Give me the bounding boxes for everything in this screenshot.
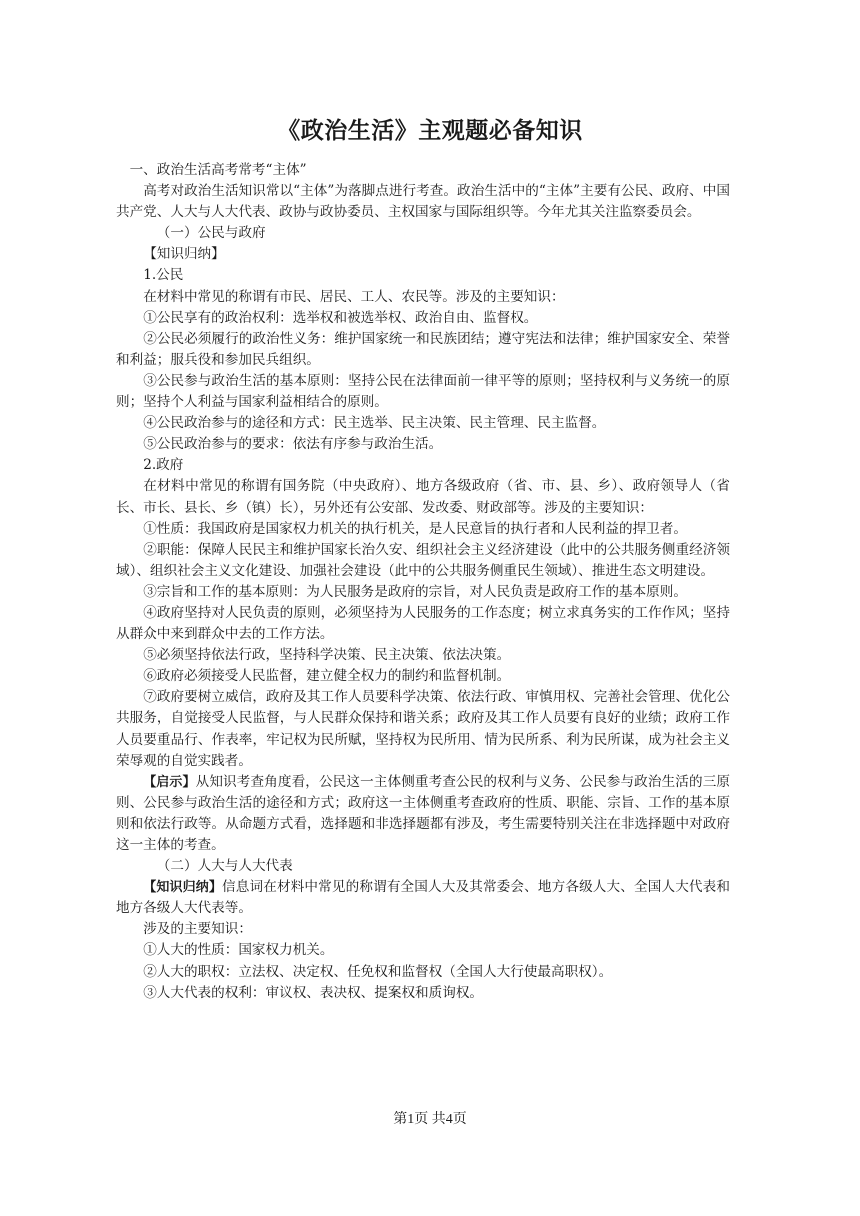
list-item: ②职能：保障人民民主和维护国家长治久安、组织社会主义经济建设（此中的公共服务侧重经济领域）、组织社会主义文化建设、加强社会建设（此中的公共服务侧重民生领域）、推进生态文明建设。: [116, 541, 730, 579]
item-heading: 1.公民: [143, 267, 184, 284]
list-item: ④政府坚持对人民负责的原则，必须坚持为人民服务的工作态度；树立求真务实的工作作风；坚持从群众中来到群众中去的工作方法。: [116, 604, 730, 643]
list-item: ⑥政府必须接受人民监督，建立健全权力的制约和监督机制。: [143, 668, 511, 685]
insight-paragraph: [116, 772, 730, 856]
subsection-heading: （一）公民与政府: [156, 225, 266, 242]
item-heading: 2.政府: [143, 457, 184, 474]
list-item: ⑤公民政治参与的要求：依法有序参与政治生活。: [143, 436, 443, 453]
list-item: ③宗旨和工作的基本原则：为人民服务是政府的宗旨，对人民负责是政府工作的基本原则。: [143, 583, 687, 600]
list-item: ③公民参与政治生活的基本原则：坚持公民在法律面前一律平等的原则；坚持权利与义务统一的原则；坚持个人利益与国家利益相结合的原则。: [116, 372, 730, 411]
paragraph: 在材料中常见的称谓有国务院（中央政府）、地方各级政府（省、市、县、乡）、政府领导人（省长、市长、县长、乡（镇）长），另外还有公安部、发改委、财政部等。涉及的主要知识：: [116, 478, 730, 516]
subsection-heading: （二）人大与人大代表: [156, 858, 293, 875]
list-item: ③人大代表的权利：审议权、表决权、提案权和质询权。: [143, 984, 484, 1001]
document-body: [116, 160, 730, 1004]
knowledge-label: 【知识归纳】: [143, 246, 225, 263]
paragraph: 在材料中常见的称谓有市民、居民、工人、农民等。涉及的主要知识：: [143, 288, 565, 305]
knowledge-text: 信息词在材料中常见的称谓有全国人大及其常委会、地方各级人大、全国人大代表和地方各级人大代表等。: [116, 879, 730, 917]
paragraph: 高考对政治生活知识常以“主体”为落脚点进行考查。政治生活中的“主体”主要有公民、政府、中国共产党、人大与人大代表、政协与政协委员、主权国家与国际组织等。今年尤其关注监察委员会。: [116, 183, 730, 221]
list-item: ④公民政治参与的途径和方式：民主选举、民主决策、民主管理、民主监督。: [143, 415, 606, 432]
paragraph: 涉及的主要知识：: [143, 921, 252, 938]
list-item: ①公民享有的政治权利：选举权和被选举权、政治自由、监督权。: [143, 309, 538, 326]
section-heading: 一、政治生活高考常考“主体”: [129, 162, 307, 178]
list-item: ①人大的性质：国家权力机关。: [143, 942, 334, 959]
list-item: ①性质：我国政府是国家权力机关的执行机关，是人民意旨的执行者和人民利益的捍卫者。: [143, 520, 687, 537]
knowledge-paragraph: [116, 877, 730, 919]
list-item: ⑤必须坚持依法行政，坚持科学决策、民主决策、依法决策。: [143, 647, 511, 664]
list-item: ②人大的职权：立法权、决定权、任免权和监督权（全国人大行使最高职权）。: [143, 963, 613, 980]
list-item: ⑦政府要树立威信，政府及其工作人员要科学决策、依法行政、审慎用权、完善社会管理、优化公共服务，自觉接受人民监督，与人民群众保持和谐关系；政府及其工作人员要有良好的业绩；政府工作人员要重品行、作表率，牢记权为民所赋，坚持权为民所用、情为民所系、利为民所谋，成为社会主义荣辱观的自觉实践者。: [116, 689, 730, 769]
document-title: 《政治生活》主观题必备知识: [277, 118, 583, 144]
page-footer: 第1页 共4页: [393, 1112, 467, 1127]
insight-label: 【启示】: [143, 774, 196, 790]
insight-text: 从知识考查角度看，公民这一主体侧重考查公民的权利与义务、公民参与政治生活的三原则、公民参与政治生活的途径和方式；政府这一主体侧重考查政府的性质、职能、宗旨、工作的基本原则和依法行政等。从命题方式看，选择题和非选择题都有涉及，考生需要特别关注在非选择题中对政府这一主体的考查。: [116, 773, 730, 853]
list-item: ②公民必须履行的政治性义务：维护国家统一和民族团结；遵守宪法和法律；维护国家安全、荣誉和利益；服兵役和参加民兵组织。: [116, 330, 730, 368]
knowledge-label: 【知识归纳】: [143, 880, 223, 896]
